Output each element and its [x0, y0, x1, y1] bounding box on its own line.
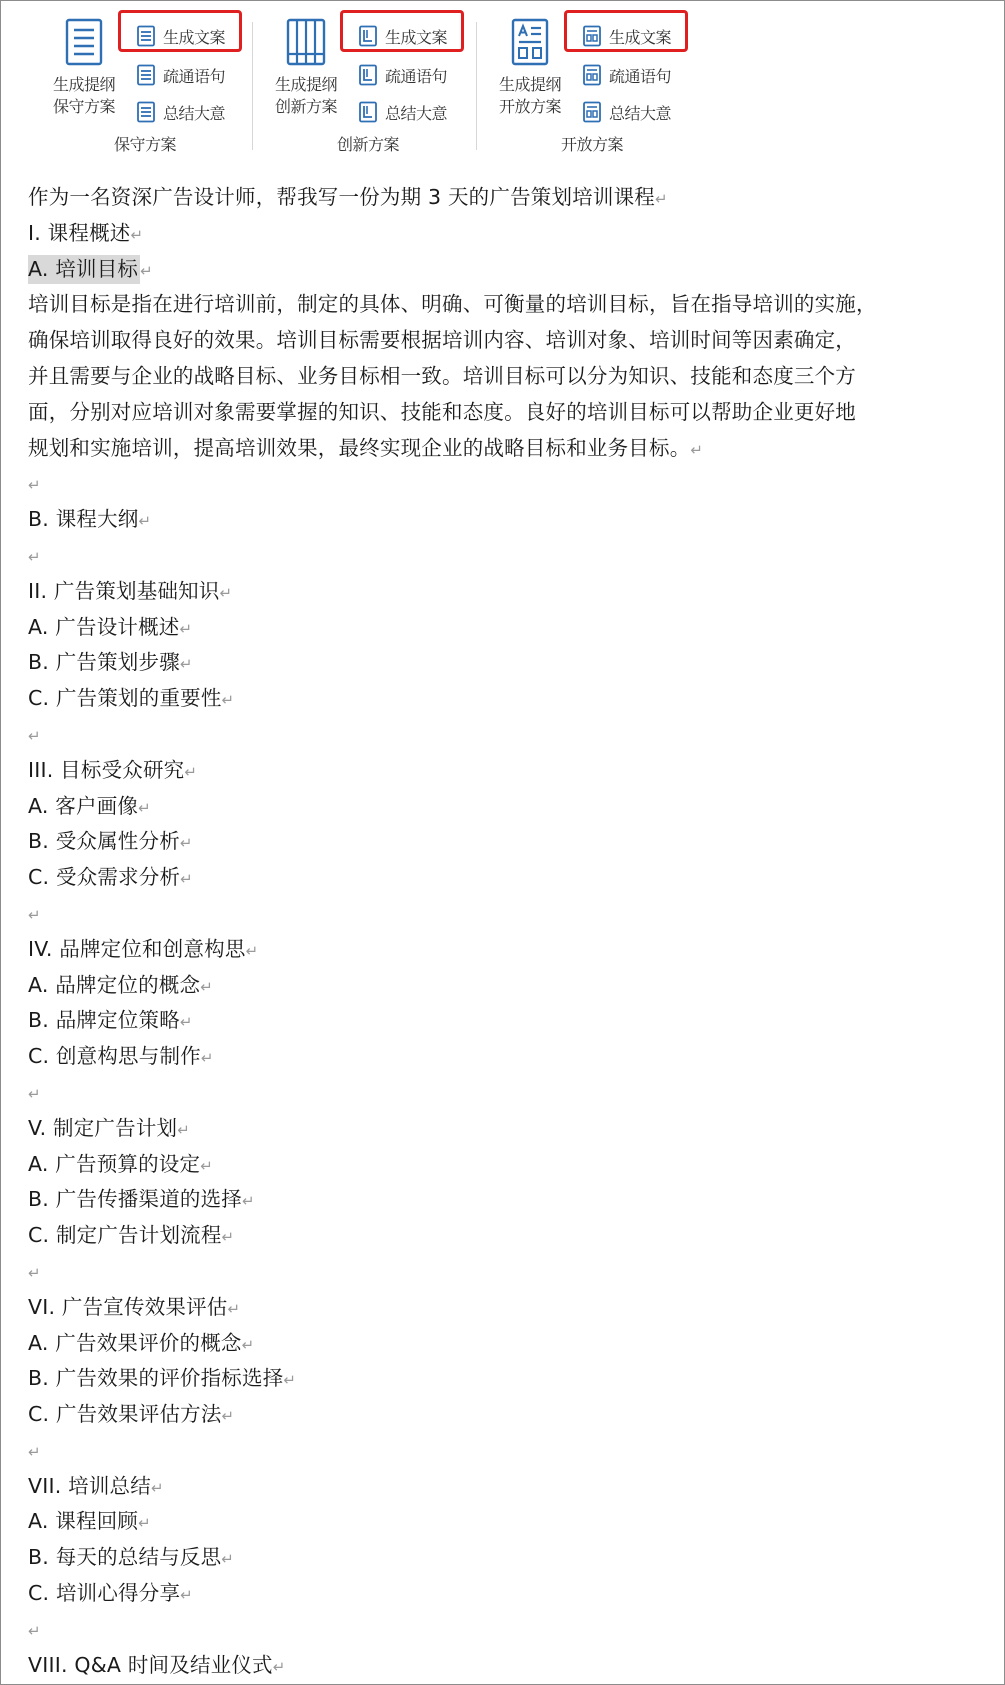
outline-item: [28, 681, 990, 717]
empty-line: [28, 1075, 990, 1111]
big-button-label-line1: 生成提纲: [274, 75, 337, 94]
outline-item-text: C. 制定广告计划流程: [28, 1223, 222, 1248]
body-line: 确保培训取得良好的效果。培训目标需要根据培训内容、培训对象、培训时间等因素确定，: [28, 328, 856, 353]
outline-heading: [28, 753, 990, 789]
summarize-button[interactable]: [128, 96, 244, 128]
body-paragraph: [28, 287, 990, 466]
paragraph-mark: ↵: [28, 1442, 41, 1461]
heading-text: I. 课程概述: [28, 220, 131, 245]
paragraph-mark: ↵: [130, 225, 144, 244]
paragraph-mark: ↵: [200, 977, 213, 996]
paragraph-mark: ↵: [221, 1550, 235, 1569]
outline-item: [28, 1147, 990, 1183]
outline-item: [28, 1540, 990, 1576]
group-divider: [476, 22, 477, 150]
outline-item: [28, 824, 990, 860]
paragraph-mark: ↵: [272, 1657, 286, 1676]
outline-heading-text: III. 目标受众研究: [28, 757, 185, 782]
outline-heading: [28, 932, 990, 968]
generate-outline-innovative-button[interactable]: [266, 18, 346, 138]
outline-item-text: B. 品牌定位策略: [28, 1008, 180, 1033]
generate-copy-label: 生成文案: [385, 27, 448, 47]
outline-item: [28, 645, 990, 681]
paragraph-mark: ↵: [227, 1299, 241, 1318]
outline-heading-text: IV. 品牌定位和创意构思: [28, 936, 246, 961]
smooth-sentences-label: 疏通语句: [385, 66, 448, 86]
columns-document-icon: [286, 18, 326, 66]
body-line-text: 规划和实施培训，提高培训效果，最终实现企业的战略目标和业务目标。: [28, 435, 691, 460]
bracket-document-icon: [358, 101, 378, 123]
paragraph-mark: ↵: [150, 1478, 164, 1497]
paragraph-mark: ↵: [221, 1407, 235, 1426]
outline-heading: [28, 1648, 990, 1684]
empty-line: [28, 717, 990, 753]
paragraph-mark: ↵: [690, 440, 704, 459]
paragraph-mark: ↵: [179, 655, 193, 674]
selected-text[interactable]: A. 培训目标: [28, 255, 140, 284]
group-divider: [252, 22, 253, 150]
outline-item: [28, 610, 990, 646]
group-name: 创新方案: [336, 135, 399, 154]
text-layout-document-icon: [510, 18, 550, 66]
smooth-sentences-label: 疏通语句: [163, 66, 226, 86]
bracket-document-icon: [358, 25, 378, 47]
paragraph-mark: ↵: [28, 726, 41, 745]
outline-item-text: C. 广告策划的重要性: [28, 686, 222, 711]
smooth-sentences-label: 疏通语句: [609, 66, 672, 86]
summarize-label: 总结大意: [385, 103, 448, 123]
paragraph-mark: ↵: [179, 619, 193, 638]
outline-item-text: B. 每天的总结与反思: [28, 1545, 222, 1570]
summarize-button[interactable]: [574, 96, 690, 128]
outline-item-text: B. 广告策划步骤: [28, 650, 180, 675]
generate-copy-label: 生成文案: [609, 27, 672, 47]
smooth-sentences-button[interactable]: [574, 59, 690, 91]
bracket-document-icon: [358, 64, 378, 86]
outline-item-text: C. 创意构思与制作: [28, 1044, 201, 1069]
outline-item: [28, 1326, 990, 1362]
paragraph-mark: ↵: [138, 798, 151, 817]
group-name: 保守方案: [113, 135, 176, 154]
outline-item: [28, 1218, 990, 1254]
big-button-label-line2: 创新方案: [274, 97, 337, 116]
paragraph-mark: ↵: [28, 547, 41, 566]
ribbon-group-innovative: [262, 8, 474, 158]
ribbon-group-open: [486, 8, 698, 158]
outline-item: [28, 1039, 990, 1075]
outline-item: [28, 1576, 990, 1612]
paragraph-mark: ↵: [241, 1335, 255, 1354]
outline-heading: [28, 574, 990, 610]
outline-item: [28, 1504, 990, 1540]
group-name: 开放方案: [560, 135, 623, 154]
outline-sections: [28, 574, 990, 1648]
big-button-label-line2: 保守方案: [52, 97, 115, 116]
generate-outline-conservative-button[interactable]: [44, 18, 124, 138]
outline-item-text: A. 广告设计概述: [28, 614, 180, 639]
outline-item-text: C. 受众需求分析: [28, 865, 181, 890]
paragraph-mark: ↵: [219, 583, 233, 602]
outline-item-text: C. 培训心得分享: [28, 1581, 181, 1606]
outline-item: [28, 1003, 990, 1039]
outline-item-text: A. 广告预算的设定: [28, 1151, 201, 1176]
paragraph-mark: ↵: [28, 1084, 41, 1103]
paragraph-mark: ↵: [184, 762, 198, 781]
body-line: 面，分别对应培训对象需要掌握的知识、技能和态度。良好的培训目标可以帮助企业更好地: [28, 399, 856, 424]
outline-heading-text: VI. 广告宣传效果评估: [28, 1294, 228, 1319]
ribbon-group-conservative: [40, 8, 250, 158]
outline-heading-text: VII. 培训总结: [28, 1473, 151, 1498]
outline-item: [28, 1182, 990, 1218]
paragraph-mark: ↵: [179, 1013, 193, 1032]
summarize-label: 总结大意: [609, 103, 672, 123]
paragraph-mark: ↵: [179, 834, 193, 853]
outline-heading: [28, 1469, 990, 1505]
generate-copy-button[interactable]: [350, 20, 466, 52]
ribbon-toolbar: [0, 0, 1003, 168]
empty-line: [28, 466, 990, 502]
paragraph-mark: ↵: [200, 1156, 213, 1175]
summarize-label: 总结大意: [163, 103, 226, 123]
outline-item-text: A. 课程回顾: [28, 1509, 139, 1534]
outline-item-selected: [28, 252, 990, 288]
heading-text: VIII. Q&A 时间及结业仪式: [28, 1652, 273, 1677]
layout-document-icon: [582, 64, 602, 86]
list-icon: [136, 25, 156, 47]
outline-heading: [28, 216, 990, 252]
layout-document-icon: [582, 25, 602, 47]
prompt-text: 作为一名资深广告设计师，帮我写一份为期 3 天的广告策划培训课程: [28, 185, 655, 209]
paragraph-mark: ↵: [138, 512, 152, 531]
outline-item: [28, 1397, 990, 1433]
outline-item: [28, 968, 990, 1004]
generate-copy-button[interactable]: [128, 20, 244, 52]
prompt-line: [28, 180, 990, 216]
paragraph-mark: ↵: [28, 476, 41, 495]
paragraph-mark: ↵: [221, 691, 235, 710]
outline-item: [28, 789, 990, 825]
outline-heading: [28, 1111, 990, 1147]
empty-line: [28, 538, 990, 574]
generate-copy-label: 生成文案: [163, 27, 226, 47]
outline-item: [28, 1361, 990, 1397]
paragraph-mark: ↵: [180, 870, 193, 889]
empty-line: [28, 896, 990, 932]
generate-outline-open-button[interactable]: [490, 18, 570, 138]
item-text: B. 课程大纲: [28, 507, 139, 532]
body-line-last: [28, 431, 990, 467]
paragraph-mark: ↵: [28, 1263, 41, 1282]
big-button-label-line1: 生成提纲: [498, 75, 561, 94]
paragraph-mark: ↵: [28, 905, 41, 924]
summarize-button[interactable]: [350, 96, 466, 128]
list-icon: [136, 64, 156, 86]
paragraph-mark: ↵: [200, 1049, 214, 1068]
empty-line: [28, 1433, 990, 1469]
outline-heading-text: V. 制定广告计划: [28, 1115, 178, 1140]
outline-heading: [28, 1290, 990, 1326]
paragraph-mark: ↵: [138, 1514, 151, 1533]
body-line: 并且需要与企业的战略目标、业务目标相一致。培训目标可以分为知识、技能和态度三个方: [28, 363, 856, 388]
list-icon: [136, 101, 156, 123]
generate-copy-button[interactable]: [574, 20, 690, 52]
outline-item: [28, 860, 990, 896]
big-button-label-line2: 开放方案: [498, 97, 561, 116]
paragraph-mark: ↵: [245, 941, 259, 960]
document-body[interactable]: [28, 180, 990, 1683]
paragraph-mark: ↵: [283, 1371, 297, 1390]
paragraph-mark: ↵: [177, 1120, 190, 1139]
paragraph-mark: ↵: [140, 261, 153, 280]
paragraph-mark: ↵: [654, 190, 668, 208]
outline-item-text: C. 广告效果评估方法: [28, 1402, 222, 1427]
body-line: 培训目标是指在进行培训前，制定的具体、明确、可衡量的培训目标，旨在指导培训的实施，: [28, 292, 877, 317]
paragraph-mark: ↵: [221, 1228, 235, 1247]
empty-line: [28, 1612, 990, 1648]
paragraph-mark: ↵: [242, 1192, 255, 1211]
outline-item: [28, 502, 990, 538]
smooth-sentences-button[interactable]: [350, 59, 466, 91]
layout-document-icon: [582, 101, 602, 123]
smooth-sentences-button[interactable]: [128, 59, 244, 91]
outline-document-icon: [64, 18, 104, 66]
empty-line: [28, 1254, 990, 1290]
outline-item-text: B. 广告传播渠道的选择: [28, 1187, 242, 1212]
outline-item-text: A. 客户画像: [28, 793, 139, 818]
outline-item-text: A. 品牌定位的概念: [28, 972, 201, 997]
outline-item-text: B. 广告效果的评价指标选择: [28, 1366, 284, 1391]
outline-item-text: A. 广告效果评价的概念: [28, 1330, 242, 1355]
big-button-label-line1: 生成提纲: [52, 75, 115, 94]
paragraph-mark: ↵: [28, 1621, 41, 1640]
outline-item-text: B. 受众属性分析: [28, 829, 180, 854]
paragraph-mark: ↵: [180, 1586, 193, 1605]
outline-heading-text: II. 广告策划基础知识: [28, 578, 220, 603]
